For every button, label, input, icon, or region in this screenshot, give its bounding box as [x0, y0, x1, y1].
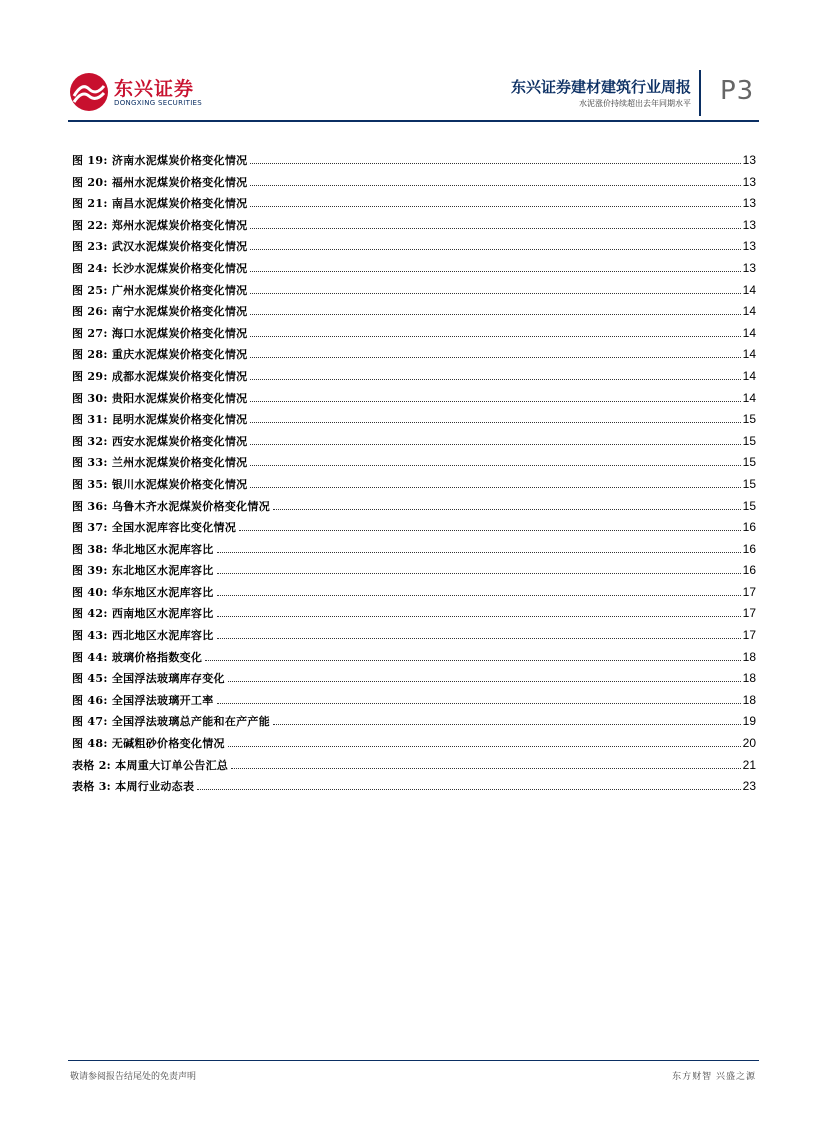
toc-entry-label: 图 33: 兰州水泥煤炭价格变化情况 — [72, 456, 248, 470]
toc-entry-label: 图 24: 长沙水泥煤炭价格变化情况 — [72, 261, 248, 275]
toc-entry-label: 图 25: 广州水泥煤炭价格变化情况 — [72, 283, 248, 297]
toc-dot-leader — [217, 594, 741, 596]
toc-entry-label: 图 47: 全国浮法玻璃总产能和在产产能 — [72, 715, 271, 729]
toc-entry[interactable] — [72, 603, 756, 625]
toc-entry-label: 图 19: 济南水泥煤炭价格变化情况 — [72, 154, 248, 167]
toc-entry[interactable] — [72, 280, 756, 302]
toc-dot-leader — [250, 486, 740, 488]
report-title: 东兴证券建材建筑行业周报 — [510, 78, 691, 96]
toc-entry[interactable] — [72, 539, 756, 561]
toc-entry-page: 13 — [742, 196, 756, 211]
toc-entry-label: 图 26: 南宁水泥煤炭价格变化情况 — [72, 305, 248, 319]
toc-entry-page: 14 — [742, 347, 756, 362]
toc-dot-leader — [273, 723, 741, 725]
toc-entry-label: 图 29: 成都水泥煤炭价格变化情况 — [72, 369, 248, 383]
footer-slogan: 东方财智 兴盛之源 — [672, 1072, 756, 1082]
header-divider — [699, 70, 701, 116]
toc-entry[interactable] — [72, 711, 756, 733]
toc-dot-leader — [239, 529, 741, 531]
toc-entry-page: 14 — [742, 368, 756, 383]
toc-dot-leader — [250, 464, 740, 466]
toc-entry-label: 图 48: 无碱粗砂价格变化情况 — [72, 737, 225, 751]
toc-entry-label: 图 20: 福州水泥煤炭价格变化情况 — [72, 175, 248, 189]
toc-entry-page: 19 — [742, 714, 756, 729]
toc-entry-page: 21 — [742, 757, 756, 772]
toc-dot-leader — [250, 227, 740, 229]
toc-entry-label: 表格 3: 本周行业动态表 — [72, 780, 195, 794]
toc-dot-leader — [197, 788, 740, 790]
toc-entry-page: 13 — [742, 217, 756, 232]
toc-entry[interactable] — [72, 344, 756, 366]
page-header — [0, 0, 827, 128]
toc-entry-page: 15 — [742, 476, 756, 491]
toc-entry[interactable] — [72, 625, 756, 647]
toc-entry[interactable] — [72, 776, 756, 798]
toc-entry-label: 图 38: 华北地区水泥库容比 — [72, 542, 214, 556]
toc-dot-leader — [250, 313, 740, 315]
toc-dot-leader — [205, 659, 740, 661]
toc-dot-leader — [217, 615, 741, 617]
toc-entry-page: 14 — [742, 325, 756, 340]
toc-entry-page: 14 — [742, 282, 756, 297]
table-of-contents — [72, 150, 756, 798]
toc-entry-label: 图 23: 武汉水泥煤炭价格变化情况 — [72, 240, 248, 254]
toc-entry-label: 图 31: 昆明水泥煤炭价格变化情况 — [72, 413, 248, 427]
toc-entry[interactable] — [72, 560, 756, 582]
toc-entry-label: 图 35: 银川水泥煤炭价格变化情况 — [72, 477, 248, 491]
toc-entry-page: 16 — [742, 563, 756, 578]
toc-entry-page: 16 — [742, 541, 756, 556]
logo-text-en: DONGXING SECURITIES — [114, 99, 203, 107]
toc-entry-page: 15 — [742, 455, 756, 470]
toc-dot-leader — [250, 248, 740, 250]
toc-entry[interactable] — [72, 150, 756, 172]
toc-entry-page: 18 — [742, 692, 756, 707]
toc-entry-label: 图 37: 全国水泥库容比变化情况 — [72, 521, 237, 535]
toc-entry[interactable] — [72, 193, 756, 215]
toc-entry-label: 图 45: 全国浮法玻璃库存变化 — [72, 672, 225, 686]
toc-dot-leader — [250, 162, 740, 164]
toc-entry-page: 13 — [742, 174, 756, 189]
toc-entry[interactable] — [72, 668, 756, 690]
toc-entry-label: 图 27: 海口水泥煤炭价格变化情况 — [72, 326, 248, 340]
toc-entry-page: 15 — [742, 433, 756, 448]
toc-entry[interactable] — [72, 517, 756, 539]
toc-dot-leader — [217, 702, 741, 704]
toc-entry[interactable] — [72, 301, 756, 323]
toc-entry-label: 图 43: 西北地区水泥库容比 — [72, 629, 214, 643]
toc-entry-page: 14 — [742, 304, 756, 319]
toc-entry[interactable] — [72, 323, 756, 345]
toc-dot-leader — [250, 356, 740, 358]
toc-entry-page: 17 — [742, 606, 756, 621]
company-logo — [68, 70, 203, 115]
toc-entry-page: 20 — [742, 736, 756, 751]
toc-entry[interactable] — [72, 647, 756, 669]
toc-entry-page: 15 — [742, 412, 756, 427]
toc-entry[interactable] — [72, 733, 756, 755]
toc-dot-leader — [273, 508, 741, 510]
logo-icon — [68, 72, 110, 112]
toc-entry-label: 表格 2: 本周重大订单公告汇总 — [72, 758, 229, 772]
toc-dot-leader — [250, 205, 740, 207]
toc-entry-page: 23 — [742, 779, 756, 794]
toc-entry[interactable] — [72, 452, 756, 474]
toc-entry[interactable] — [72, 366, 756, 388]
toc-dot-leader — [250, 378, 740, 380]
toc-entry-label: 图 40: 华东地区水泥库容比 — [72, 585, 214, 599]
toc-entry-page: 13 — [742, 239, 756, 254]
toc-entry[interactable] — [72, 215, 756, 237]
logo-text-cn: 东兴证券 — [114, 78, 195, 100]
toc-dot-leader — [217, 637, 741, 639]
toc-entry-page: 14 — [742, 390, 756, 405]
report-subtitle: 水泥涨价持续超出去年同期水平 — [579, 99, 691, 108]
toc-entry[interactable] — [72, 474, 756, 496]
toc-entry[interactable] — [72, 409, 756, 431]
toc-entry-label: 图 22: 郑州水泥煤炭价格变化情况 — [72, 218, 248, 232]
toc-entry[interactable] — [72, 690, 756, 712]
toc-dot-leader — [217, 551, 741, 553]
toc-dot-leader — [250, 443, 740, 445]
toc-dot-leader — [217, 572, 741, 574]
header-rule — [68, 120, 759, 122]
toc-dot-leader — [250, 400, 740, 402]
toc-entry-label: 图 44: 玻璃价格指数变化 — [72, 650, 203, 664]
toc-entry-page: 15 — [742, 498, 756, 513]
toc-entry-page: 17 — [742, 628, 756, 643]
toc-entry-page: 13 — [742, 260, 756, 275]
toc-entry-page: 13 — [742, 153, 756, 167]
toc-entry[interactable] — [72, 582, 756, 604]
toc-entry-label: 图 30: 贵阳水泥煤炭价格变化情况 — [72, 391, 248, 405]
toc-entry-page: 18 — [742, 649, 756, 664]
toc-entry-label: 图 21: 南昌水泥煤炭价格变化情况 — [72, 197, 248, 211]
toc-dot-leader — [228, 745, 741, 747]
toc-entry-label: 图 36: 乌鲁木齐水泥煤炭价格变化情况 — [72, 499, 271, 513]
toc-dot-leader — [231, 767, 740, 769]
toc-entry-page: 17 — [742, 584, 756, 599]
toc-dot-leader — [228, 680, 741, 682]
toc-entry[interactable] — [72, 172, 756, 194]
toc-entry-label: 图 42: 西南地区水泥库容比 — [72, 607, 214, 621]
toc-dot-leader — [250, 184, 740, 186]
toc-entry[interactable] — [72, 755, 756, 777]
toc-entry-label: 图 32: 西安水泥煤炭价格变化情况 — [72, 434, 248, 448]
toc-entry-label: 图 39: 东北地区水泥库容比 — [72, 564, 214, 578]
toc-entry-label: 图 46: 全国浮法玻璃开工率 — [72, 693, 214, 707]
toc-dot-leader — [250, 335, 740, 337]
toc-entry-page: 18 — [742, 671, 756, 686]
footer-rule — [68, 1060, 759, 1061]
toc-dot-leader — [250, 292, 740, 294]
toc-entry[interactable] — [72, 236, 756, 258]
toc-entry-label: 图 28: 重庆水泥煤炭价格变化情况 — [72, 348, 248, 362]
toc-entry[interactable] — [72, 388, 756, 410]
toc-entry[interactable] — [72, 496, 756, 518]
page-number: P3 — [720, 76, 755, 106]
toc-dot-leader — [250, 421, 740, 423]
footer-disclaimer: 敬请参阅报告结尾处的免责声明 — [70, 1072, 197, 1082]
toc-entry-page: 16 — [742, 520, 756, 535]
toc-entry[interactable] — [72, 258, 756, 280]
toc-entry[interactable] — [72, 431, 756, 453]
toc-dot-leader — [250, 270, 740, 272]
